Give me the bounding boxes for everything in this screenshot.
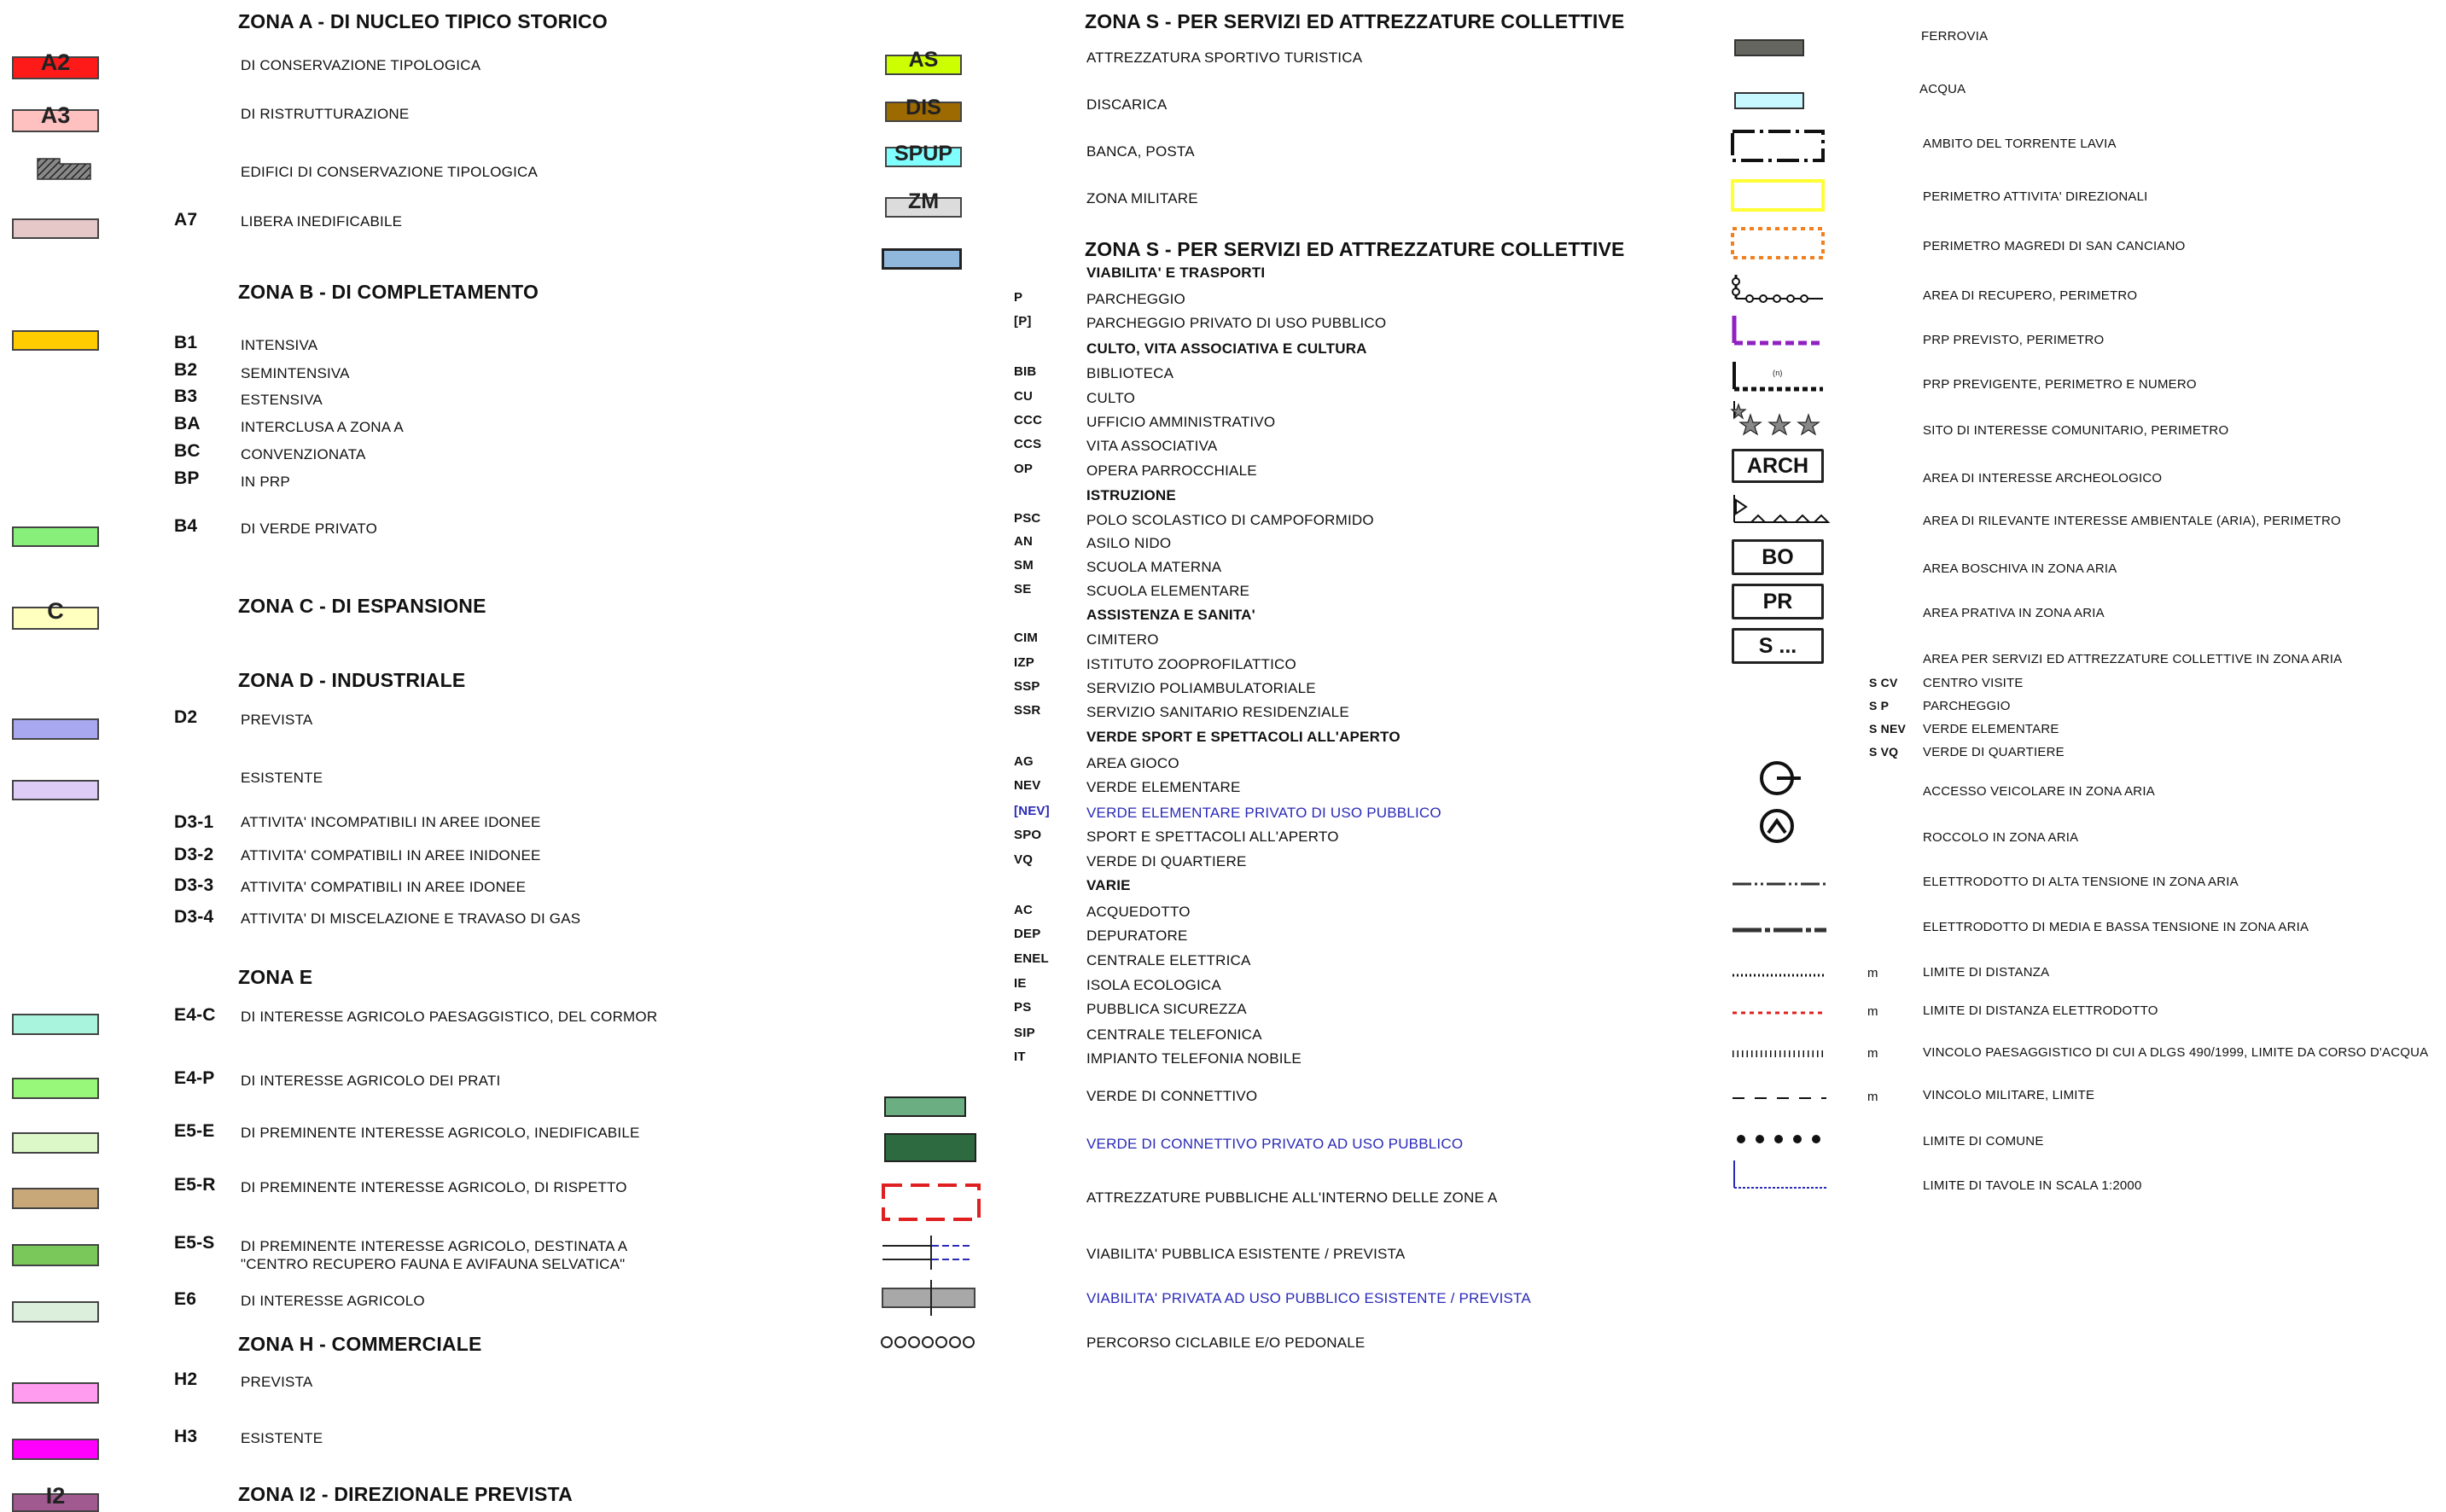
service-desc: CULTO [1086,390,1136,406]
magredi-orange-icon [1729,225,1828,263]
service-desc: CENTRALE ELETTRICA [1086,952,1251,968]
bp-code: BP [174,468,200,488]
ba-code: BA [174,414,201,433]
bo-box: BO [1732,539,1824,575]
m-label-2: m [1867,1004,1878,1019]
aria-service-code: S NEV [1869,722,1907,736]
service-subheading: ASSISTENZA E SANITA' [1086,607,1255,623]
swatch-d-existing [12,780,99,800]
e5e-desc: DI PREMINENTE INTERESSE AGRICOLO, INEDIFICABILE [241,1125,640,1141]
swatch-b [12,330,99,351]
ciclabile-circles-icon [879,1333,981,1352]
service-desc: ASILO NIDO [1086,535,1172,551]
service-desc: PARCHEGGIO PRIVATO DI USO PUBBLICO [1086,315,1387,331]
prp-vigente-icon [1729,358,1828,396]
s-box: S ... [1732,628,1824,664]
prp-prev-desc: PRP PREVISTO, PERIMETRO [1923,333,2105,347]
elettro-alta-desc: ELETTRODOTTO DI ALTA TENSIONE IN ZONA ARIA [1923,875,2239,889]
e5s-desc-1: DI PREMINENTE INTERESSE AGRICOLO, DESTINATA A [241,1238,628,1254]
ciclabile-desc: PERCORSO CICLABILE E/O PEDONALE [1086,1335,1366,1351]
zm-desc: ZONA MILITARE [1086,190,1198,206]
d34-code: D3-4 [174,907,214,927]
service-desc: POLO SCOLASTICO DI CAMPOFORMIDO [1086,512,1374,528]
service-desc: CENTRALE TELEFONICA [1086,1026,1262,1043]
service-desc: ISOLA ECOLOGICA [1086,977,1221,993]
bp-desc: IN PRP [241,474,290,490]
aria-perimeter-icon [1729,493,1832,527]
prp-vig-desc: PRP PREVIGENTE, PERIMETRO E NUMERO [1923,377,2197,392]
d2-desc: PREVISTA [241,712,313,728]
prp-num-label: (n) [1773,369,1783,377]
service-code: DEP [1014,927,1041,941]
zone-i2-heading: ZONA I2 - DIREZIONALE PREVISTA [238,1483,573,1505]
service-code: SM [1014,558,1034,573]
a2-desc: DI CONSERVAZIONE TIPOLOGICA [241,57,481,73]
swatch-ferrovia [1734,39,1804,56]
lavia-desc: AMBITO DEL TORRENTE LAVIA [1923,137,2117,151]
m-label-4: m [1867,1090,1878,1104]
verde-connettivo-swatch [884,1096,966,1118]
limite-comune-desc: LIMITE DI COMUNE [1923,1134,2044,1149]
service-desc: SCUOLA ELEMENTARE [1086,583,1250,599]
elettro-media-desc: ELETTRODOTTO DI MEDIA E BASSA TENSIONE IN ZONA ARIA [1923,920,2309,934]
b1-desc: INTENSIVA [241,337,318,353]
service-desc: ACQUEDOTTO [1086,904,1191,920]
viab-pub-desc: VIABILITA' PUBBLICA ESISTENTE / PREVISTA [1086,1246,1406,1262]
service-code: AN [1014,534,1034,549]
as-desc: ATTREZZATURA SPORTIVO TURISTICA [1086,49,1363,66]
vincolo-militare-icon [1731,1094,1830,1102]
e5s-code: E5-S [174,1233,215,1253]
ferrovia-desc: FERROVIA [1921,29,1989,44]
service-desc: VITA ASSOCIATIVA [1086,438,1218,454]
e5e-code: E5-E [174,1121,215,1141]
swatch-s [882,248,962,270]
limite-dist-desc: LIMITE DI DISTANZA [1923,965,2050,980]
i2-label: I2 [45,1483,66,1509]
s-desc: AREA PER SERVIZI ED ATTREZZATURE COLLETTIVE IN ZONA ARIA [1923,652,2343,666]
verde-conn-desc: VERDE DI CONNETTIVO [1086,1088,1258,1104]
accesso-veicolare-icon [1756,758,1804,846]
h3-desc: ESISTENTE [241,1430,323,1446]
service-code: PS [1014,1000,1032,1015]
e5r-code: E5-R [174,1175,216,1195]
b3-code: B3 [174,387,198,406]
service-code: AC [1014,903,1034,917]
service-desc: SPORT E SPETTACOLI ALL'APERTO [1086,829,1339,845]
service-code: CCC [1014,413,1043,427]
b2-code: B2 [174,360,198,380]
service-desc: SCUOLA MATERNA [1086,559,1222,575]
a2-label: A2 [40,49,71,75]
elettrodotto-alta-icon [1731,879,1830,889]
a7-code: A7 [174,210,198,230]
b2-desc: SEMINTENSIVA [241,365,350,381]
bc-desc: CONVENZIONATA [241,446,366,462]
pr-box: PR [1732,584,1824,619]
swatch-e4c [12,1014,99,1035]
bc-code: BC [174,441,201,461]
swatch-h3 [12,1439,99,1460]
zone-s-heading-2: ZONA S - PER SERVIZI ED ATTREZZATURE COLLETTIVE [1085,238,1625,260]
torrente-lavia-icon [1729,128,1828,166]
ba-desc: INTERCLUSA A ZONA A [241,419,404,435]
viab-priv-desc: VIABILITA' PRIVATA AD USO PUBBLICO ESISTENTE / PREVISTA [1086,1290,1531,1306]
c-label: C [47,598,64,624]
attrezzature-dashed-red-icon [881,1183,983,1224]
d31-desc: ATTIVITA' INCOMPATIBILI IN AREE IDONEE [241,814,541,830]
direz-desc: PERIMETRO ATTIVITA' DIREZIONALI [1923,189,2148,204]
aria-desc: AREA DI RILEVANTE INTERESSE AMBIENTALE (ARIA), PERIMETRO [1923,514,2341,528]
m-label-1: m [1867,966,1878,980]
d31-code: D3-1 [174,812,214,832]
h2-code: H2 [174,1370,198,1389]
service-desc: DEPURATORE [1086,928,1188,944]
service-subheading: ISTRUZIONE [1086,487,1176,503]
service-code: SPO [1014,828,1042,842]
service-code: AG [1014,754,1034,769]
swatch-e5e [12,1132,99,1154]
service-code: IZP [1014,655,1034,670]
service-code: CCS [1014,437,1042,451]
accesso-desc: ACCESSO VEICOLARE IN ZONA ARIA [1923,784,2155,799]
d34-desc: ATTIVITA' DI MISCELAZIONE E TRAVASO DI GAS [241,910,581,927]
h3-code: H3 [174,1427,198,1446]
swatch-e5r [12,1188,99,1209]
service-code: [NEV] [1014,804,1050,818]
e5r-desc: DI PREMINENTE INTERESSE AGRICOLO, DI RISPETTO [241,1179,627,1195]
service-code: SSR [1014,703,1041,718]
vincolo-paesaggistico-icon [1731,1048,1830,1060]
service-desc: VERDE ELEMENTARE [1086,779,1241,795]
direzionali-yellow-icon [1729,177,1828,215]
e4c-code: E4-C [174,1005,216,1025]
swatch-e6 [12,1301,99,1323]
spup-desc: BANCA, POSTA [1086,143,1195,160]
service-code: SSP [1014,679,1040,694]
limite-tavole-desc: LIMITE DI TAVOLE IN SCALA 1:2000 [1923,1178,2142,1193]
service-desc: PARCHEGGIO [1086,291,1185,307]
service-code: CU [1014,389,1034,404]
service-desc: CIMITERO [1086,631,1159,648]
service-code: ENEL [1014,951,1049,966]
aria-service-code: S CV [1869,676,1898,689]
swatch-d2 [12,718,99,740]
e4p-code: E4-P [174,1068,215,1088]
aria-service-code: S P [1869,699,1890,712]
arch-box: ARCH [1732,449,1824,483]
swatch-b4 [12,526,99,547]
arch-desc: AREA DI INTERESSE ARCHEOLOGICO [1923,471,2163,486]
hatch-desc: EDIFICI DI CONSERVAZIONE TIPOLOGICA [241,164,539,180]
zone-d-heading: ZONA D - INDUSTRIALE [238,669,466,691]
service-code: IE [1014,976,1027,991]
swatch-a7 [12,218,99,239]
service-code: CIM [1014,631,1039,645]
attr-pub-desc: ATTREZZATURE PUBBLICHE ALL'INTERNO DELLE ZONE A [1086,1189,1498,1206]
service-code: SIP [1014,1026,1035,1040]
service-desc: IMPIANTO TELEFONIA NOBILE [1086,1050,1302,1067]
aria-service-desc: VERDE ELEMENTARE [1923,722,2059,736]
zone-h-heading: ZONA H - COMMERCIALE [238,1333,482,1355]
limite-tavole-icon [1731,1159,1833,1191]
hatched-building-icon [34,157,96,181]
aria-service-desc: CENTRO VISITE [1923,676,2024,690]
service-desc: ISTITUTO ZOOPROFILATTICO [1086,656,1296,672]
service-desc: OPERA PARROCCHIALE [1086,462,1257,479]
limite-elettro-desc: LIMITE DI DISTANZA ELETTRODOTTO [1923,1003,2158,1018]
d32-desc: ATTIVITA' COMPATIBILI IN AREE INIDONEE [241,847,541,864]
service-desc: VERDE DI QUARTIERE [1086,853,1247,869]
limite-distanza-icon [1731,971,1830,980]
a7-desc: LIBERA INEDIFICABILE [241,213,403,230]
service-code: PSC [1014,511,1041,526]
limite-elettrodotto-icon [1731,1009,1830,1017]
aria-service-desc: VERDE DI QUARTIERE [1923,745,2065,759]
zone-c-heading: ZONA C - DI ESPANSIONE [238,595,486,617]
service-code: P [1014,290,1023,305]
viabilita-pubblica-icon [879,1234,990,1271]
recupero-perimeter-icon [1729,270,1828,307]
d-existing: ESISTENTE [241,770,323,786]
verde-conn-priv-desc: VERDE DI CONNETTIVO PRIVATO AD USO PUBBLICO [1086,1136,1464,1152]
d33-desc: ATTIVITA' COMPATIBILI IN AREE IDONEE [241,879,527,895]
service-code: NEV [1014,778,1041,793]
service-desc: UFFICIO AMMINISTRATIVO [1086,414,1276,430]
b4-code: B4 [174,516,198,536]
m-label-3: m [1867,1046,1878,1061]
d2-code: D2 [174,707,198,727]
service-desc: PUBBLICA SICUREZZA [1086,1001,1247,1017]
service-subheading: VERDE SPORT E SPETTACOLI ALL'APERTO [1086,729,1401,745]
service-code: SE [1014,582,1032,596]
swatch-acqua [1734,92,1804,109]
elettrodotto-media-icon [1731,925,1830,935]
dis-label: DIS [906,96,941,119]
service-code: [P] [1014,314,1032,329]
verde-connettivo-privato-swatch [884,1132,978,1165]
swatch-e4p [12,1078,99,1099]
bo-desc: AREA BOSCHIVA IN ZONA ARIA [1923,561,2117,576]
b1-code: B1 [174,333,198,352]
swatch-e5s [12,1244,99,1266]
vincolo-mil-desc: VINCOLO MILITARE, LIMITE [1923,1088,2095,1102]
service-desc: VERDE ELEMENTARE PRIVATO DI USO PUBBLICO [1086,805,1441,821]
zone-a-heading: ZONA A - DI NUCLEO TIPICO STORICO [238,10,608,32]
service-desc: AREA GIOCO [1086,755,1179,771]
magredi-desc: PERIMETRO MAGREDI DI SAN CANCIANO [1923,239,2186,253]
zone-s-heading-1: ZONA S - PER SERVIZI ED ATTREZZATURE COLLETTIVE [1085,10,1625,32]
prp-previsto-icon [1729,312,1828,350]
zone-e-heading: ZONA E [238,966,313,988]
e5s-desc-2: "CENTRO RECUPERO FAUNA E AVIFAUNA SELVATICA" [241,1256,626,1272]
service-code: VQ [1014,852,1034,867]
service-code: IT [1014,1050,1026,1064]
service-desc: SERVIZIO POLIAMBULATORIALE [1086,680,1316,696]
e4p-desc: DI INTERESSE AGRICOLO DEI PRATI [241,1073,501,1089]
pr-desc: AREA PRATIVA IN ZONA ARIA [1923,606,2105,620]
service-code: BIB [1014,364,1037,379]
aria-service-code: S VQ [1869,745,1899,759]
service-desc: BIBLIOTECA [1086,365,1174,381]
swatch-h2 [12,1382,99,1404]
e6-code: E6 [174,1289,197,1309]
b4-desc: DI VERDE PRIVATO [241,520,378,537]
e4c-desc: DI INTERESSE AGRICOLO PAESAGGISTICO, DEL CORMOR [241,1009,658,1025]
service-subheading: CULTO, VITA ASSOCIATIVA E CULTURA [1086,340,1367,357]
a3-label: A3 [40,102,71,128]
dis-desc: DISCARICA [1086,96,1168,113]
service-subheading: VARIE [1086,877,1131,893]
d33-code: D3-3 [174,875,214,895]
b3-desc: ESTENSIVA [241,392,323,408]
sic-stars-icon [1729,398,1832,439]
d32-code: D3-2 [174,845,214,864]
as-label: AS [908,48,939,72]
limite-comune-dots-icon [1734,1131,1823,1147]
subheading-viabilita: VIABILITA' E TRASPORTI [1086,265,1266,281]
service-desc: SERVIZIO SANITARIO RESIDENZIALE [1086,704,1349,720]
recupero-desc: AREA DI RECUPERO, PERIMETRO [1923,288,2138,303]
zm-label: ZM [907,189,940,213]
sic-desc: SITO DI INTERESSE COMUNITARIO, PERIMETRO [1923,423,2229,438]
service-code: OP [1014,462,1034,476]
vincolo-paes-desc: VINCOLO PAESAGGISTICO DI CUI A DLGS 490/1999, LIMITE DA CORSO D'ACQUA [1923,1045,2429,1060]
a3-desc: DI RISTRUTTURAZIONE [241,106,410,122]
zone-b-heading: ZONA B - DI COMPLETAMENTO [238,281,539,303]
h2-desc: PREVISTA [241,1374,313,1390]
roccolo-desc: ROCCOLO IN ZONA ARIA [1923,830,2079,845]
acqua-desc: ACQUA [1919,82,1966,96]
viabilita-privata-icon [879,1280,990,1316]
aria-service-desc: PARCHEGGIO [1923,699,2011,713]
spup-label: SPUP [894,142,953,166]
e6-desc: DI INTERESSE AGRICOLO [241,1293,425,1309]
